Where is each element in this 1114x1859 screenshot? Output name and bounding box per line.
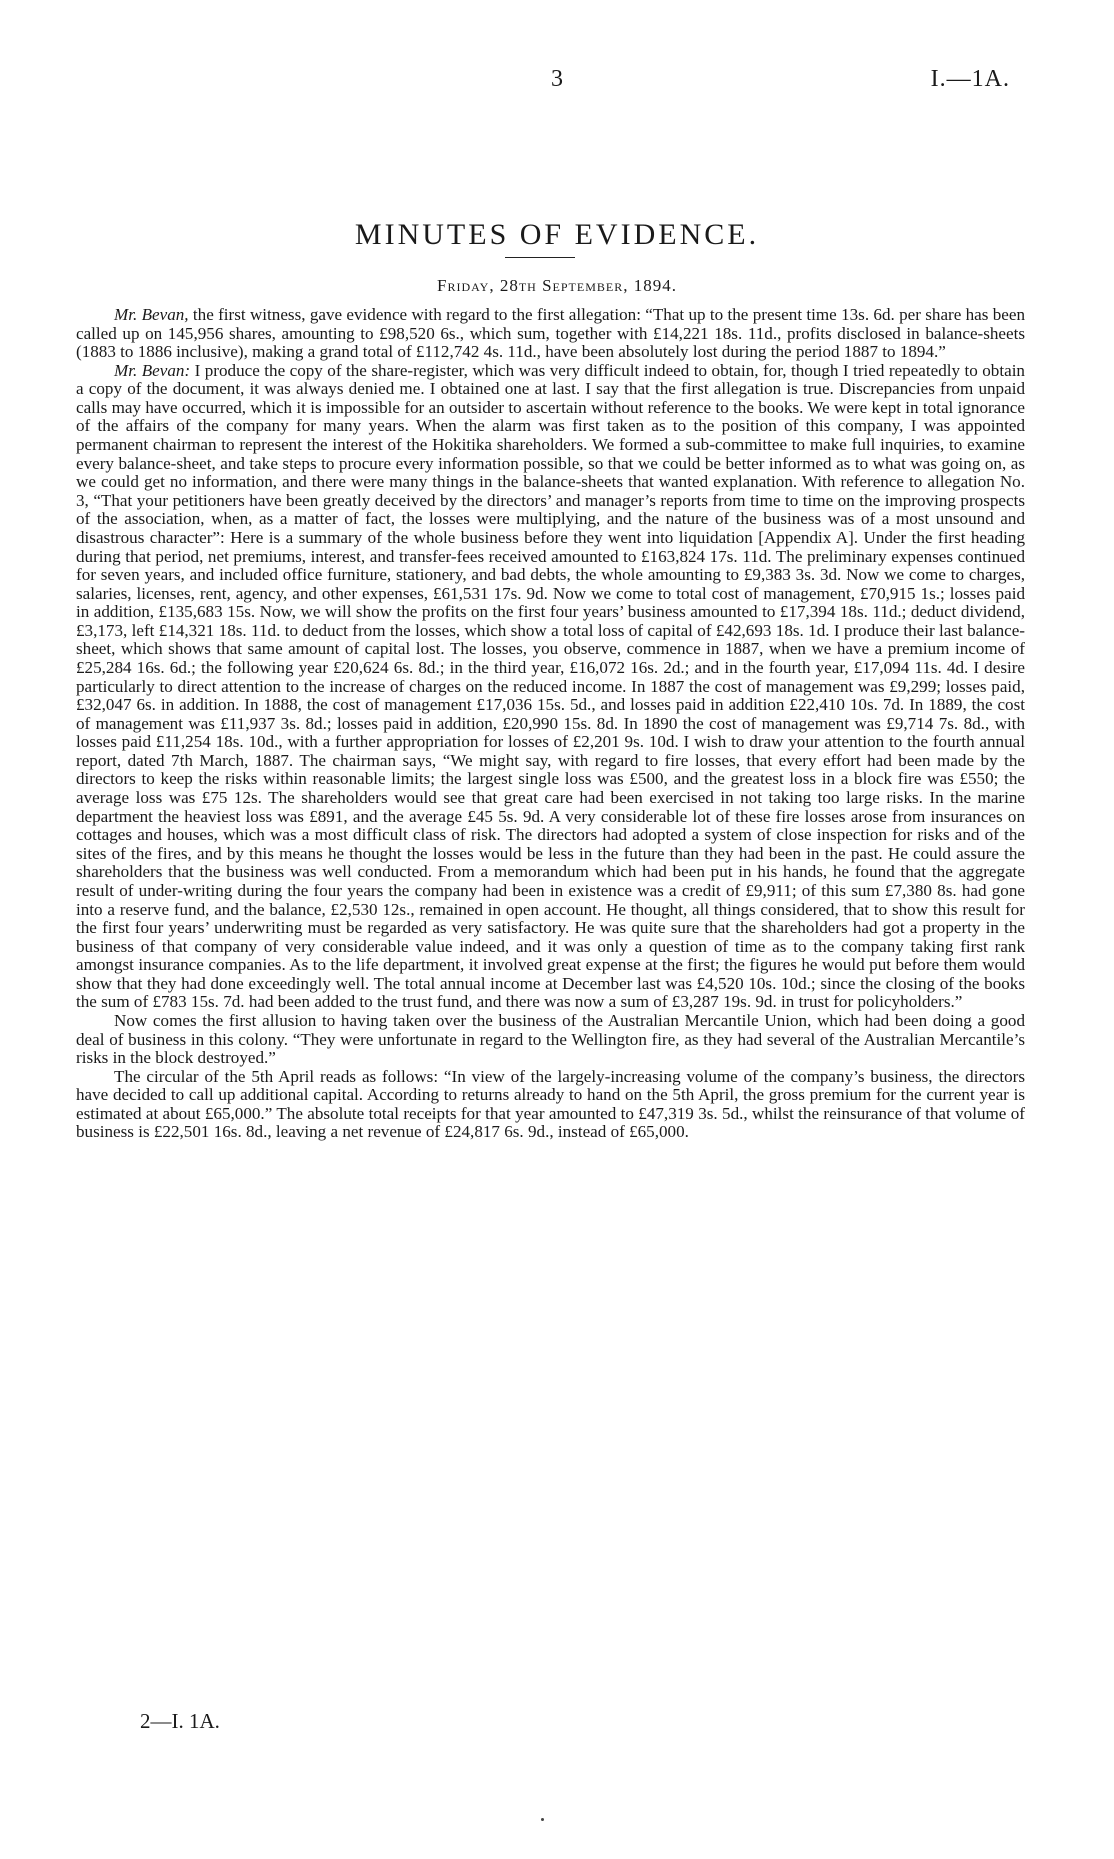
paragraph-2 [76, 362, 1025, 1012]
paragraph-text: The circular of the 5th April reads as follows: “In view of the largely-increasing volume of the company’s business, the directors have decided to call up additional capital. According to returns already to hand on the 5th April, the gross premium for the current year is estimated at about £65,000.” The absolute total receipts for that year amounted to £47,319 3s. 5d., whilst the reinsurance of that volume of business is £22,501 16s. 8d., leaving a net revenue of £24,817 6s. 9d., instead of £65,000. [76, 1066, 1025, 1142]
date-line: Friday, 28th September, 1894. [437, 276, 677, 295]
footer-signature: 2—I. 1A. [140, 1709, 220, 1733]
title-rule [505, 257, 575, 258]
page-number: 3 [551, 66, 563, 92]
evidence-body [76, 306, 1025, 1142]
paragraph-3 [76, 1012, 1025, 1068]
speaker-name: Mr. Bevan: [114, 360, 191, 380]
paragraph-text: the first witness, gave evidence with regard to the first allegation: “That up to the present time 13s. 6d. per share has been called up on 145,956 shares, amounting to £98,520 6s., which sum, together with £14,221 18s. 11d., profits disclosed in balance-sheets (1883 to 1886 inclusive), making a grand total of £112,742 4s. 11d., have been absolutely lost during the period 1887 to 1894.” [76, 305, 1025, 362]
paragraph-1 [76, 306, 1025, 362]
paragraph-text: I produce the copy of the share-register, which was very difficult indeed to obtain, for, though I tried repeatedly to obtain a copy of the document, it was always denied me. I obtained one at last. I say that the first allegation is true. Discrepancies from unpaid calls may have occurred, which it is impossible for an outsider to ascertain without reference to the books. We were kept in total ignorance of the affairs of the company for many years. When the alarm was first taken as to the position of this company, I was appointed permanent chairman to represent the interest of the Hokitika shareholders. We formed a sub-committee to make full inquiries, to examine every balance-sheet, and take steps to procure every information possible, so that we could be better informed as to what was going on, as we could get no information, and there were many things in the balance-sheets that wanted explanation. With reference to allegation No. 3, “That your petitioners have been greatly deceived by the directors’ and manager’s reports from time to time on the improving prospects of the association, when, as a matter of fact, the losses were multiplying, and the nature of the business was of a most unsound and disastrous character”: Here is a summary of the whole business before they went into liquidation [Appendix A]. Under the first heading during that period, net premiums, interest, and transfer-fees received amounted to £163,824 17s. 11d. The preliminary expenses continued for seven years, and included office furniture, stationery, and bad debts, the whole amounting to £9,383 3s. 3d. Now we come to charges, salaries, licenses, rent, agency, and other expenses, £61,531 17s. 9d. Now we come to total cost of management, £70,915 1s.; losses paid in addition, £135,683 15s. Now, we will show the profits on the first four years’ business amounted to £17,394 18s. 11d.; deduct dividend, £3,173, left £14,321 18s. 11d. to deduct from the losses, which show a total loss of capital of £42,693 18s. 1d. I produce their last balance-sheet, which shows that same amount of capital lost. The losses, you observe, commence in 1887, when we have a premium income of £25,284 16s. 6d.; the following year £20,624 6s. 8d.; in the third year, £16,072 16s. 2d.; and in the fourth year, £17,094 11s. 4d. I desire particularly to direct attention to the increase of charges on the reduced income. In 1887 the cost of management was £9,299; losses paid, £32,047 6s. in addition. In 1888, the cost of management £17,036 15s. 5d., and losses paid in addition £22,410 10s. 7d. In 1889, the cost of management was £11,937 3s. 8d.; losses paid in addition, £20,990 15s. 8d. In 1890 the cost of management was £9,714 7s. 8d., with losses paid £11,254 18s. 10d., with a further appropriation for losses of £2,201 9s. 10d. I wish to draw your attention to the fourth annual report, dated 7th March, 1887. The chairman says, “We might say, with regard to fire losses, that every effort had been made by the directors to keep the risks within reasonable limits; the largest single loss was £500, and the greatest loss in a block fire was £550; the average loss was £75 12s. The shareholders would see that great care had been exercised in not taking too large risks. In the marine department the heaviest loss was £891, and the average £45 5s. 9d. A very considerable lot of these fire losses arose from insurances on cottages and houses, which was a most difficult class of risk. The directors had adopted a system of close inspection for risks and of the sites of the fires, and by this means he thought the losses would be less in the future than they had been in the past. He could assure the shareholders that the business was well conducted. From a memorandum which had been put in his hands, he found that the aggregate result of under-writing during the four years the company had been in existence was a credit of £9,911; of this sum £7,380 8s. had gone into a reserve fund, and the balance, £2,530 12s., remained in open account. He thought, all things considered, that to show this result for the first four years’ underwriting must be regarded as very satisfactory. He was quite sure that the shareholders had got a property in the business of that company of very considerable value indeed, and it was only a question of time as to the company taking first rank amongst insurance companies. As to the life department, it involved great expense at the first; the figures he would put before them would show that they had done exceedingly well. The total annual income at December last was £4,520 10s. 10d.; since the closing of the books the sum of £783 15s. 7d. had been added to the trust fund, and there was now a sum of £3,287 19s. 9d. in trust for policyholders.” [76, 360, 1025, 1012]
document-reference: I.—1A. [930, 66, 1010, 92]
speaker-name: Mr. Bevan, [114, 305, 189, 324]
paragraph-text: Now comes the first allusion to having taken over the business of the Australian Mercantile Union, which had been doing a good deal of business in this colony. “They were unfortunate in regard to the Wellington fire, as they had several of the Australian Mercantile’s risks in the block destroyed.” [76, 1010, 1025, 1068]
printer-mark [541, 1818, 544, 1821]
paragraph-4 [76, 1068, 1025, 1142]
page-title: MINUTES OF EVIDENCE. [354, 218, 760, 251]
